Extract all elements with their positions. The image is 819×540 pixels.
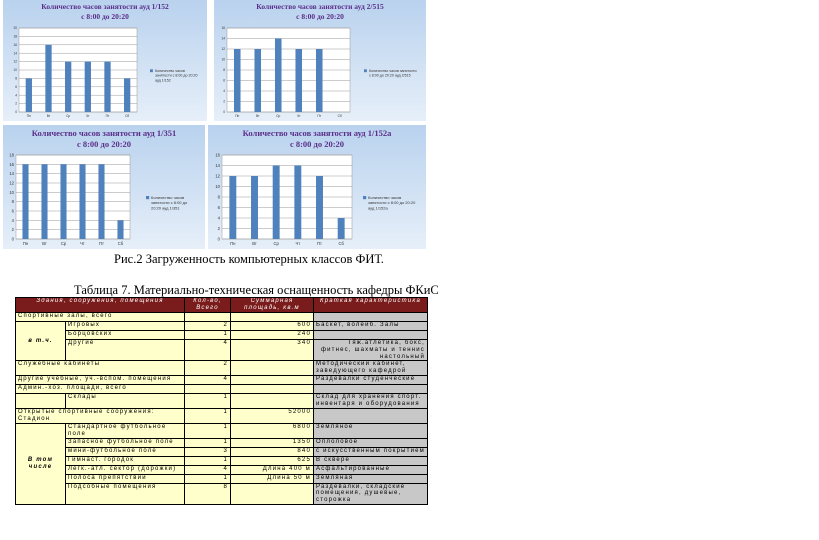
figure-caption: Рис.2 Загруженность компьютерных классов ФИТ.: [114, 252, 384, 266]
table-header: Здания, сооружения, помещения: [16, 298, 185, 313]
desc-cell: Оплоловое: [314, 438, 428, 447]
table-row: [16, 465, 428, 474]
desc-cell: Земляная: [314, 474, 428, 483]
table-row: [16, 385, 428, 394]
row-label: Другие учебные, уч.-вспом. помещения: [16, 376, 185, 385]
y-tick-label: 4: [223, 89, 225, 94]
x-tick-label: Ср: [276, 114, 281, 119]
count-cell: 3: [185, 447, 231, 456]
count-cell: 1: [185, 409, 231, 424]
table-row: [16, 423, 428, 438]
x-tick-label: Чт: [295, 241, 301, 247]
row-label: Запасное футбольное поле: [66, 438, 185, 447]
bar: [124, 78, 130, 112]
legend-swatch: [150, 69, 153, 72]
y-tick-label: 4: [217, 215, 220, 221]
desc-cell: с искусственным покрытием: [314, 447, 428, 456]
bar: [338, 218, 345, 239]
bar: [41, 164, 47, 239]
chart-subtitle: с 8:00 до 20:20: [296, 12, 344, 21]
chart-panel-4: [208, 125, 426, 249]
y-tick-label: 0: [217, 236, 220, 242]
count-cell: 4: [185, 465, 231, 474]
x-tick-label: Пн: [26, 114, 31, 119]
y-tick-label: 12: [13, 59, 17, 64]
row-label: Гимнаст. городок: [66, 456, 185, 465]
area-cell: [231, 483, 314, 505]
desc-cell: В сквере: [314, 456, 428, 465]
y-tick-label: 16: [9, 161, 14, 167]
bar-chart-3: [3, 125, 205, 249]
x-tick-label: Вт: [46, 114, 51, 119]
bar: [26, 78, 32, 112]
bar-chart-4: [208, 125, 426, 249]
y-tick-label: 14: [221, 36, 225, 41]
count-cell: 1: [185, 423, 231, 438]
row-label: Спортивные залы, всего: [16, 312, 185, 321]
y-tick-label: 8: [11, 199, 14, 205]
table-row: [16, 361, 428, 376]
y-tick-label: 20: [13, 26, 17, 31]
y-tick-label: 10: [215, 183, 220, 189]
legend-label: Количество часов занятости с 8:00 до 20:20 ауд 2/515: [369, 69, 417, 78]
table-title: Таблица 7. Материально-техническая оснащенность кафедры ФКиС: [74, 283, 439, 297]
x-tick-label: Ср: [273, 241, 279, 247]
equipment-table: [15, 297, 428, 505]
count-cell: 1: [185, 438, 231, 447]
area-cell: 625: [231, 456, 314, 465]
table-row: [16, 438, 428, 447]
row-label: Легк.-атл. сектор (дорожки): [66, 465, 185, 474]
x-tick-label: Ср: [60, 241, 67, 247]
bar: [22, 164, 28, 239]
y-tick-label: 14: [9, 171, 14, 177]
table-header: Кол-во, Всего: [185, 298, 231, 313]
x-tick-label: Пт: [317, 114, 322, 119]
bar: [254, 49, 261, 112]
desc-cell: Земляное: [314, 423, 428, 438]
bar: [275, 39, 282, 113]
plot-area: [16, 155, 130, 239]
area-cell: 52000: [231, 409, 314, 424]
legend-swatch: [364, 69, 367, 72]
row-label: Служебные кабинеты: [16, 361, 185, 376]
bar: [104, 62, 110, 112]
x-tick-label: Пн: [22, 241, 29, 247]
y-tick-label: 2: [217, 225, 220, 231]
y-tick-label: 12: [221, 47, 225, 52]
desc-cell: Тяж.атлетика, бокс, фитнес, шахматы и теннис настольный: [314, 339, 428, 361]
legend-swatch: [363, 196, 366, 199]
chart-panel-1: [3, 0, 207, 121]
legend-label: Количество часов занятости с 8:00 до 20:20 ауд 1/152: [155, 69, 198, 83]
table-row: [16, 330, 428, 339]
row-label: Открытые спортивные сооружения: Стадион: [16, 409, 185, 424]
y-tick-label: 14: [215, 162, 220, 168]
row-label: Игровых: [66, 321, 185, 330]
table-row: [16, 447, 428, 456]
desc-cell: Склад для хранения спорт. инвентаря и оборудования: [314, 394, 428, 409]
table-header-row: [16, 298, 428, 313]
x-tick-label: Сб: [125, 114, 130, 119]
y-tick-label: 6: [11, 208, 14, 214]
y-tick-label: 10: [221, 57, 225, 62]
table-header: Краткая характеристика: [314, 298, 428, 313]
x-tick-label: Вт: [252, 241, 257, 247]
y-tick-label: 18: [9, 152, 14, 158]
bar: [79, 164, 85, 239]
x-tick-label: Пн: [230, 241, 236, 247]
table-row: [16, 339, 428, 361]
bar: [117, 220, 123, 239]
y-tick-label: 2: [223, 99, 225, 104]
y-tick-label: 10: [9, 189, 14, 195]
legend-label: Количество часов занятости с 8:00 до 20:20 ауд 1/351: [151, 195, 188, 211]
count-cell: 1: [185, 474, 231, 483]
desc-cell: Асфальтированные: [314, 465, 428, 474]
row-group-label: в т.ч.: [16, 321, 66, 361]
bar: [234, 49, 241, 112]
desc-cell: [314, 330, 428, 339]
y-tick-label: 16: [215, 152, 220, 158]
bar: [273, 166, 280, 240]
area-cell: [231, 394, 314, 409]
table-row: [16, 474, 428, 483]
row-label: Стандартное футбольное поле: [66, 423, 185, 438]
desc-cell: Баскет, волейб. Залы: [314, 321, 428, 330]
bar: [295, 49, 302, 112]
row-label: Подсобные помещения: [66, 483, 185, 505]
x-tick-label: Пт: [105, 114, 110, 119]
bar: [316, 49, 323, 112]
bar: [65, 62, 71, 112]
y-tick-label: 0: [15, 110, 17, 115]
x-tick-label: Сб: [117, 241, 124, 247]
legend-label: Количество часов занятости с 8:00 до 20:20 ауд 1/152а: [368, 195, 416, 211]
row-label: Борцовских: [66, 330, 185, 339]
bar: [60, 164, 66, 239]
count-cell: 1: [185, 456, 231, 465]
area-cell: 1350: [231, 438, 314, 447]
x-tick-label: Сб: [338, 241, 344, 247]
y-tick-label: 4: [11, 217, 14, 223]
x-tick-label: Чт: [86, 114, 90, 119]
bar: [294, 166, 301, 240]
area-cell: 600: [231, 321, 314, 330]
area-cell: [231, 376, 314, 385]
chart-title: Количество часов занятости ауд 1/152: [41, 2, 169, 11]
bar-chart-1: [3, 0, 207, 121]
row-label: Админ.-хоз. площади, всего: [16, 385, 185, 394]
desc-cell: Методический кабинет, заведующего кафедрой: [314, 361, 428, 376]
bar: [98, 164, 104, 239]
x-tick-label: Сб: [337, 114, 342, 119]
area-cell: Длина 400 м: [231, 465, 314, 474]
desc-cell: Раздевалки студенческие: [314, 376, 428, 385]
y-tick-label: 10: [13, 68, 17, 73]
row-label: мини-футбольное поле: [66, 447, 185, 456]
count-cell: 4: [185, 339, 231, 361]
count-cell: 1: [185, 394, 231, 409]
x-tick-label: Чт: [80, 241, 85, 247]
y-tick-label: 6: [217, 204, 220, 210]
y-tick-label: 8: [15, 76, 17, 81]
y-tick-label: 16: [13, 42, 17, 47]
y-tick-label: 2: [15, 101, 17, 106]
y-tick-label: 14: [13, 51, 17, 56]
y-tick-label: 4: [15, 93, 17, 98]
table-row: [16, 409, 428, 424]
table-header: Суммарная площадь, кв.м: [231, 298, 314, 313]
area-cell: [231, 361, 314, 376]
desc-cell: [314, 409, 428, 424]
chart-subtitle: с 8:00 до 20:20: [76, 139, 132, 149]
chart-title: Количество часов занятости ауд 1/152а: [242, 128, 392, 138]
chart-title: Количество часов занятости ауд 1/351: [31, 128, 177, 138]
x-tick-label: Вт: [42, 241, 47, 247]
count-cell: 2: [185, 361, 231, 376]
y-tick-label: 12: [215, 173, 220, 179]
y-tick-label: 8: [223, 68, 225, 73]
y-tick-label: 6: [223, 78, 225, 83]
table-row: [16, 456, 428, 465]
table-row: [16, 483, 428, 505]
bar: [45, 45, 51, 112]
table-row: [16, 312, 428, 321]
y-tick-label: 12: [9, 180, 14, 186]
area-cell: 240: [231, 330, 314, 339]
area-cell: 6800: [231, 423, 314, 438]
x-tick-label: Пт: [317, 241, 322, 247]
row-group-label: В том числе: [16, 423, 66, 504]
area-cell: Длина 50 м: [231, 474, 314, 483]
chart-subtitle: с 8:00 до 20:20: [289, 139, 345, 149]
count-cell: 8: [185, 483, 231, 505]
area-cell: 840: [231, 447, 314, 456]
bar: [251, 176, 258, 239]
chart-panel-2: [214, 0, 426, 121]
row-label: Склады: [66, 394, 185, 409]
table-row: [16, 321, 428, 330]
y-tick-label: 18: [13, 34, 17, 39]
y-tick-label: 0: [11, 236, 14, 242]
row-label: Другие: [66, 339, 185, 361]
bar: [85, 62, 91, 112]
table-row: [16, 376, 428, 385]
y-tick-label: 6: [15, 84, 17, 89]
y-tick-label: 0: [223, 110, 225, 115]
bar: [229, 176, 236, 239]
x-tick-label: Ср: [66, 114, 71, 119]
x-tick-label: Чт: [296, 114, 301, 119]
chart-subtitle: с 8:00 до 20:20: [81, 12, 129, 21]
bar: [316, 176, 323, 239]
chart-panel-3: [3, 125, 205, 249]
row-label: Полоса препятствий: [66, 474, 185, 483]
x-tick-label: Пт: [99, 241, 104, 247]
x-tick-label: Пн: [235, 114, 240, 119]
y-tick-label: 2: [11, 227, 14, 233]
y-tick-label: 8: [217, 194, 220, 200]
bar-chart-2: [214, 0, 426, 121]
x-tick-label: Вт: [256, 114, 260, 119]
area-cell: 340: [231, 339, 314, 361]
table-row: [16, 394, 428, 409]
count-cell: 2: [185, 321, 231, 330]
legend-swatch: [146, 196, 149, 199]
y-tick-label: 16: [221, 26, 225, 31]
count-cell: 1: [185, 330, 231, 339]
desc-cell: Раздевалки, складские помещения, душевые, сторожка: [314, 483, 428, 505]
chart-title: Количество часов занятости ауд 2/515: [256, 2, 384, 11]
count-cell: 4: [185, 376, 231, 385]
